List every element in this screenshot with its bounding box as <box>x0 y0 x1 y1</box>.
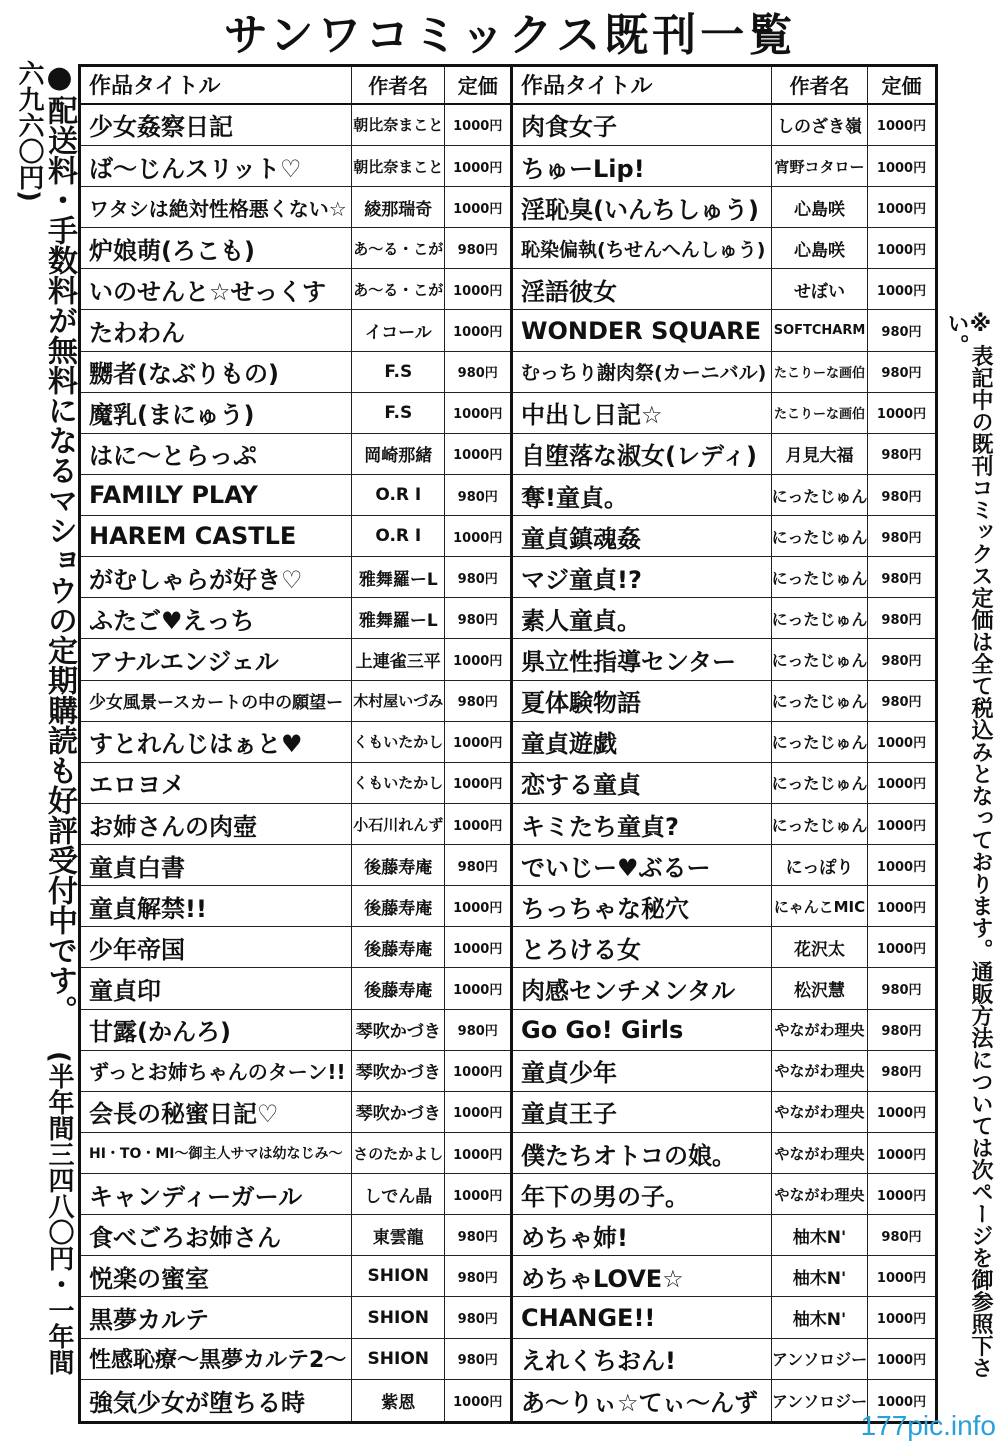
row-price: 980円 <box>444 1297 510 1337</box>
row-title: むっちり謝肉祭(カーニバル) <box>521 362 767 385</box>
row-author: 東雲龍 <box>351 1215 444 1255</box>
row-price: 1000円 <box>444 722 510 762</box>
tax-note <box>940 312 992 1422</box>
row-author: 琴吹かづき <box>351 1051 444 1091</box>
row-title: 強気少女が堕ちる時 <box>89 1388 305 1417</box>
row-title: 奪!童貞。 <box>521 483 628 512</box>
row-price: 980円 <box>867 1051 935 1091</box>
row-price: 1000円 <box>867 269 935 309</box>
row-price: 980円 <box>444 1256 510 1296</box>
row-author: 上連雀三平 <box>351 639 444 679</box>
row-title: 少女風景ースカートの中の願望ー <box>89 693 344 714</box>
row-title: マジ童貞!? <box>521 565 642 594</box>
table-row <box>81 1380 510 1421</box>
row-title: Go Go! Girls <box>521 1015 684 1044</box>
row-title: ワタシは絶対性格悪くない☆ <box>89 196 347 221</box>
row-title: ふたご♥えっち <box>89 606 255 635</box>
table-row <box>81 1297 510 1338</box>
header-title: 作品タイトル <box>89 74 221 100</box>
row-title: 童貞遊戯 <box>521 730 617 759</box>
row-price: 1000円 <box>867 1256 935 1296</box>
row-title: はに〜とらっぷ <box>89 442 257 471</box>
row-author: SHION <box>351 1339 444 1379</box>
row-price: 980円 <box>444 845 510 885</box>
row-price: 1000円 <box>867 804 935 844</box>
table-row <box>81 352 510 393</box>
row-author: しでん晶 <box>351 1174 444 1214</box>
row-author: アンソロジー <box>771 1339 867 1379</box>
table-row <box>81 1010 510 1051</box>
table-row <box>513 187 935 228</box>
table-row <box>81 475 510 516</box>
row-price: 1000円 <box>444 639 510 679</box>
row-author: にったじゅん <box>771 475 867 515</box>
row-author: 紫恩 <box>351 1380 444 1421</box>
table-row <box>81 393 510 434</box>
row-price: 1000円 <box>867 1380 935 1421</box>
row-price: 1000円 <box>444 187 510 227</box>
row-price: 980円 <box>867 681 935 721</box>
row-price: 1000円 <box>867 763 935 803</box>
table-row <box>513 845 935 886</box>
row-price: 980円 <box>444 1339 510 1379</box>
row-author: せぼい <box>771 269 867 309</box>
table-row <box>513 393 935 434</box>
row-price: 1000円 <box>444 516 510 556</box>
row-title: 夏体験物語 <box>521 689 641 718</box>
table-row <box>513 639 935 680</box>
tax-note-text: 表記中の既刊コミックス定価は全て税込みとなっております。通販方法については次ページを御参照下さい。 <box>944 312 993 1379</box>
row-author: 心島咲 <box>771 187 867 227</box>
row-author: あ〜る・こが <box>351 228 444 268</box>
row-price: 980円 <box>444 228 510 268</box>
row-author: 朝比奈まこと <box>351 146 444 186</box>
row-price: 980円 <box>444 1215 510 1255</box>
row-title: 炉娘萌(ろこも) <box>89 236 255 265</box>
table-row <box>513 763 935 804</box>
table-row <box>81 187 510 228</box>
row-price: 980円 <box>867 1215 935 1255</box>
row-author: 小石川れんず <box>351 804 444 844</box>
row-author: にったじゅん <box>771 681 867 721</box>
table-row <box>513 434 935 475</box>
table-row <box>81 639 510 680</box>
table-row <box>513 1133 935 1174</box>
table-header <box>513 67 935 105</box>
table-row <box>81 310 510 351</box>
row-author: にったじゅん <box>771 557 867 597</box>
row-title: 肉食女子 <box>521 113 617 142</box>
row-author: にったじゅん <box>771 639 867 679</box>
table-row <box>81 228 510 269</box>
row-price: 1000円 <box>444 886 510 926</box>
row-price: 1000円 <box>867 1133 935 1173</box>
row-title: ちゅーLip! <box>521 154 645 183</box>
row-author: 後藤寿庵 <box>351 927 444 967</box>
row-author: 柚木N' <box>771 1297 867 1337</box>
row-author: 心島咲 <box>771 228 867 268</box>
row-price: 1000円 <box>867 927 935 967</box>
row-price: 1000円 <box>444 146 510 186</box>
row-author: 柚木N' <box>771 1256 867 1296</box>
table-row <box>513 310 935 351</box>
row-author: やながわ理央 <box>771 1092 867 1132</box>
row-price: 1000円 <box>444 434 510 474</box>
row-title: 恋する童貞 <box>521 771 641 800</box>
table-row <box>513 804 935 845</box>
table-row <box>513 557 935 598</box>
row-price: 980円 <box>444 352 510 392</box>
row-author: たこりーな画伯 <box>771 393 867 433</box>
row-title: でいじー♥ぶるー <box>521 853 711 882</box>
table-row <box>81 968 510 1009</box>
row-author: にっぽり <box>771 845 867 885</box>
row-price: 1000円 <box>444 1380 510 1421</box>
table-row <box>513 146 935 187</box>
row-price: 1000円 <box>444 763 510 803</box>
row-author: 雅舞羅ーL <box>351 557 444 597</box>
row-title: 淫恥臭(いんちしゅう) <box>521 195 759 224</box>
row-price: 980円 <box>867 1010 935 1050</box>
row-title: 魔乳(まにゅう) <box>89 401 255 430</box>
row-author: 後藤寿庵 <box>351 968 444 1008</box>
table-row <box>513 1256 935 1297</box>
row-title: 嬲者(なぶりもの) <box>89 360 279 389</box>
row-price: 980円 <box>867 475 935 515</box>
row-title: お姉さんの肉壺 <box>89 812 257 841</box>
row-title: めちゃLOVE☆ <box>521 1264 684 1293</box>
row-price: 980円 <box>867 310 935 350</box>
row-title: 童貞鎮魂姦 <box>521 524 641 553</box>
row-title: たわわん <box>89 319 185 348</box>
row-author: にったじゅん <box>771 598 867 638</box>
header-title: 作品タイトル <box>521 74 653 100</box>
row-title: 童貞少年 <box>521 1059 617 1088</box>
row-author: たこりーな画伯 <box>771 352 867 392</box>
row-author: にったじゅん <box>771 763 867 803</box>
table-row <box>513 968 935 1009</box>
subscription-note <box>14 60 77 1400</box>
row-author: 朝比奈まこと <box>351 105 444 145</box>
row-author: にったじゅん <box>771 804 867 844</box>
row-title: HAREM CASTLE <box>89 522 297 551</box>
row-title: 会長の秘蜜日記♡ <box>89 1100 279 1129</box>
row-title: 中出し日記☆ <box>521 401 663 430</box>
row-author: 綾那瑞奇 <box>351 187 444 227</box>
row-price: 980円 <box>444 598 510 638</box>
table-row <box>81 1174 510 1215</box>
row-author: 柚木N' <box>771 1215 867 1255</box>
row-author: にゃんこMIC <box>771 886 867 926</box>
table-row <box>513 516 935 557</box>
reference-mark: ※ <box>968 312 993 337</box>
row-author: 宵野コタロー <box>771 146 867 186</box>
row-author: 後藤寿庵 <box>351 886 444 926</box>
row-price: 1000円 <box>444 269 510 309</box>
row-author: 岡崎那緒 <box>351 434 444 474</box>
table-row <box>513 722 935 763</box>
row-title: 素人童貞。 <box>521 606 641 635</box>
watermark: 177pic.info <box>860 1410 996 1441</box>
row-author: 後藤寿庵 <box>351 845 444 885</box>
row-title: 淫語彼女 <box>521 277 617 306</box>
table-row <box>81 598 510 639</box>
row-author: 琴吹かづき <box>351 1010 444 1050</box>
row-price: 1000円 <box>867 1297 935 1337</box>
row-price: 1000円 <box>867 187 935 227</box>
row-author: 松沢慧 <box>771 968 867 1008</box>
row-price: 980円 <box>867 557 935 597</box>
row-author: しのざき嶺 <box>771 105 867 145</box>
row-author: あ〜る・こが <box>351 269 444 309</box>
table-row <box>81 1256 510 1297</box>
table-row <box>513 475 935 516</box>
row-price: 1000円 <box>867 845 935 885</box>
row-author: さのたかよし <box>351 1133 444 1173</box>
row-author: やながわ理央 <box>771 1133 867 1173</box>
table-row <box>513 105 935 146</box>
row-price: 1000円 <box>444 1092 510 1132</box>
table-row <box>513 927 935 968</box>
comics-table <box>78 64 938 1424</box>
row-title: HI・TO・MI〜御主人サマは幼なじみ〜 <box>89 1146 343 1163</box>
table-row <box>81 434 510 475</box>
row-title: いのせんと☆せっくす <box>89 277 327 306</box>
row-title: 黒夢カルテ <box>89 1306 209 1335</box>
row-title: FAMILY PLAY <box>89 481 258 510</box>
table-row <box>81 269 510 310</box>
table-row <box>81 763 510 804</box>
row-title: 童貞印 <box>89 977 161 1006</box>
table-row <box>513 681 935 722</box>
row-author: アンソロジー <box>771 1380 867 1421</box>
row-price: 980円 <box>867 434 935 474</box>
row-price: 1000円 <box>867 1339 935 1379</box>
row-author: 花沢太 <box>771 927 867 967</box>
table-row <box>513 228 935 269</box>
row-title: 童貞解禁!! <box>89 894 207 923</box>
table-row <box>513 1010 935 1051</box>
row-title: 自堕落な淑女(レディ) <box>521 442 758 471</box>
row-title: 性感恥療〜黒夢カルテ2〜 <box>89 1348 347 1374</box>
row-title: あ〜りぃ☆てぃ〜んず <box>521 1388 759 1417</box>
row-price: 1000円 <box>867 228 935 268</box>
row-author: やながわ理央 <box>771 1051 867 1091</box>
subscription-note-main: ●配送料・手数料が無料になるマショウの定期購読も好評受付中です。 <box>42 60 77 1025</box>
table-header <box>81 67 510 105</box>
row-author: イコール <box>351 310 444 350</box>
row-title: 悦楽の蜜室 <box>89 1264 209 1293</box>
table-row <box>81 722 510 763</box>
row-price: 1000円 <box>444 804 510 844</box>
row-author: SHION <box>351 1297 444 1337</box>
table-row <box>81 845 510 886</box>
table-row <box>81 927 510 968</box>
table-row <box>81 1092 510 1133</box>
row-author: 月見大福 <box>771 434 867 474</box>
table-row <box>513 1215 935 1256</box>
row-price: 1000円 <box>444 1174 510 1214</box>
table-row <box>81 1339 510 1380</box>
row-author: くもいたかし <box>351 722 444 762</box>
row-price: 980円 <box>444 681 510 721</box>
table-column-right <box>513 67 935 1421</box>
row-price: 1000円 <box>444 927 510 967</box>
header-author: 作者名 <box>351 67 444 103</box>
row-price: 1000円 <box>867 105 935 145</box>
row-price: 1000円 <box>867 393 935 433</box>
header-price: 定価 <box>867 67 935 103</box>
table-row <box>513 352 935 393</box>
row-title: 甘露(かんろ) <box>89 1018 231 1047</box>
table-row <box>81 146 510 187</box>
row-author: 琴吹かづき <box>351 1092 444 1132</box>
row-author: やながわ理央 <box>771 1010 867 1050</box>
row-price: 1000円 <box>867 886 935 926</box>
row-price: 1000円 <box>444 310 510 350</box>
row-title: 恥染偏執(ちせんへんしゅう) <box>521 238 766 261</box>
table-row <box>513 886 935 927</box>
row-title: 僕たちオトコの娘。 <box>521 1141 737 1170</box>
row-title: ずっとお姉ちゃんのターン!! <box>89 1060 346 1085</box>
table-row <box>81 105 510 146</box>
row-author: O.R I <box>351 475 444 515</box>
table-row <box>513 1297 935 1338</box>
table-row <box>513 269 935 310</box>
table-row <box>81 1133 510 1174</box>
row-title: 県立性指導センター <box>521 648 737 677</box>
table-row <box>513 598 935 639</box>
subscription-note-price: (半年間三四八〇円・一年間 六九六〇円) <box>14 60 74 1376</box>
row-price: 980円 <box>867 639 935 679</box>
row-title: 少年帝国 <box>89 935 185 964</box>
table-row <box>81 1051 510 1092</box>
row-title: CHANGE!! <box>521 1303 656 1332</box>
row-title: がむしゃらが好き♡ <box>89 565 303 594</box>
row-price: 980円 <box>867 516 935 556</box>
row-price: 1000円 <box>867 1092 935 1132</box>
table-row <box>81 804 510 845</box>
row-title: キャンディーガール <box>89 1182 303 1211</box>
table-row <box>81 1215 510 1256</box>
row-author: くもいたかし <box>351 763 444 803</box>
row-price: 980円 <box>444 1010 510 1050</box>
row-price: 980円 <box>444 557 510 597</box>
row-title: とろける女 <box>521 935 641 964</box>
row-title: ちっちゃな秘穴 <box>521 894 689 923</box>
row-price: 1000円 <box>444 1051 510 1091</box>
row-price: 980円 <box>867 598 935 638</box>
row-author: F.S <box>351 393 444 433</box>
row-author: やながわ理央 <box>771 1174 867 1214</box>
row-price: 1000円 <box>444 393 510 433</box>
row-title: めちゃ姉! <box>521 1223 628 1252</box>
header-author: 作者名 <box>771 67 867 103</box>
row-title: アナルエンジェル <box>89 648 279 677</box>
row-author: SOFTCHARM <box>771 310 867 350</box>
row-price: 1000円 <box>867 722 935 762</box>
row-title: えれくちおん! <box>521 1347 676 1376</box>
row-title: 食べごろお姉さん <box>89 1223 281 1252</box>
row-author: F.S <box>351 352 444 392</box>
row-title: 童貞白書 <box>89 853 185 882</box>
row-author: 雅舞羅ーL <box>351 598 444 638</box>
row-title: すとれんじはぁと♥ <box>89 730 303 759</box>
row-author: にったじゅん <box>771 722 867 762</box>
row-price: 1000円 <box>867 146 935 186</box>
row-price: 980円 <box>867 352 935 392</box>
row-price: 1000円 <box>444 1133 510 1173</box>
table-column-left <box>81 67 513 1421</box>
row-price: 980円 <box>867 968 935 1008</box>
row-title: 童貞王子 <box>521 1100 617 1129</box>
row-author: にったじゅん <box>771 516 867 556</box>
row-title: WONDER SQUARE <box>521 316 761 345</box>
page-title: サンワコミックス既刊一覧 <box>223 10 797 61</box>
row-price: 980円 <box>444 475 510 515</box>
row-author: SHION <box>351 1256 444 1296</box>
row-title: キミたち童貞? <box>521 812 679 841</box>
row-author: 木村屋いづみ <box>351 681 444 721</box>
row-price: 1000円 <box>867 1174 935 1214</box>
header-price: 定価 <box>444 67 510 103</box>
row-price: 1000円 <box>444 105 510 145</box>
row-price: 1000円 <box>444 968 510 1008</box>
table-row <box>81 681 510 722</box>
table-row <box>81 516 510 557</box>
row-title: 少女姦察日記 <box>89 113 233 142</box>
table-row <box>81 886 510 927</box>
table-row <box>513 1174 935 1215</box>
table-row <box>513 1051 935 1092</box>
row-title: エロヨメ <box>89 771 185 800</box>
table-row <box>81 557 510 598</box>
row-title: ば〜じんスリット♡ <box>89 154 302 183</box>
table-row <box>513 1092 935 1133</box>
row-title: 肉感センチメンタル <box>521 977 736 1006</box>
table-row <box>513 1339 935 1380</box>
row-title: 年下の男の子。 <box>521 1182 689 1211</box>
row-author: O.R I <box>351 516 444 556</box>
